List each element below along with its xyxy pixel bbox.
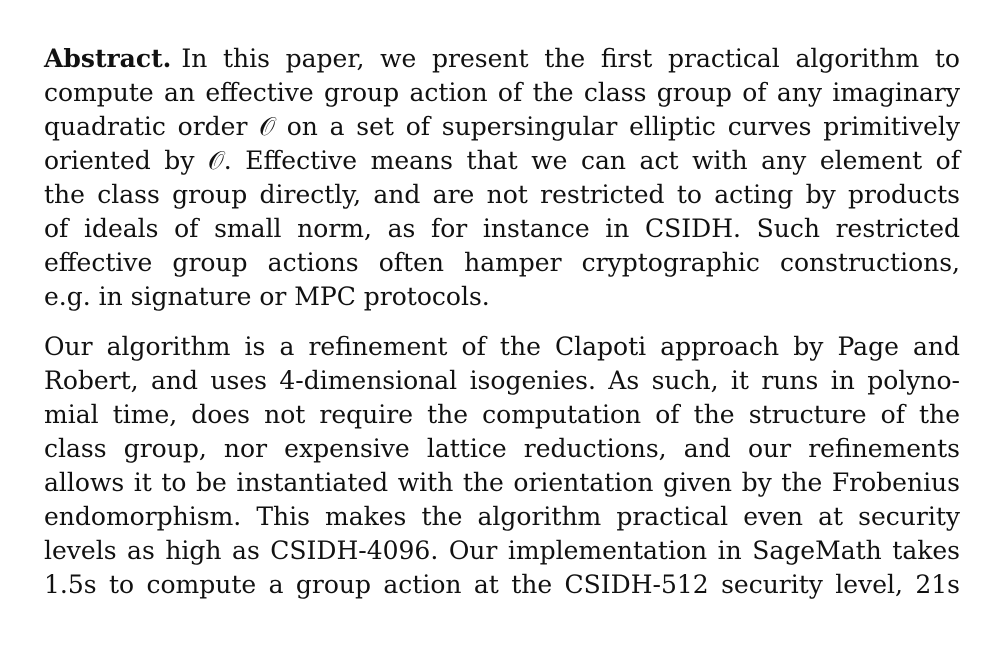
paragraph-1-line-8: e.g. in signature or MPC protocols. bbox=[44, 282, 490, 311]
paragraph-2-line-3: mial time, does not require the computation of the structure of the bbox=[44, 400, 960, 429]
paragraph-1-line-1 bbox=[44, 42, 960, 76]
paragraph-1-line-6: of ideals of small norm, as for instance in CSIDH. Such restricted bbox=[44, 214, 960, 243]
abstract-label: Abstract. bbox=[44, 44, 172, 73]
paragraph-1-line-5: the class group directly, and are not restricted to acting by products bbox=[44, 180, 960, 209]
paragraph-1-line-3: quadratic order 𝒪 on a set of supersingular elliptic curves primitively bbox=[44, 112, 960, 141]
paragraph-2-line-5: allows it to be instantiated with the orientation given by the Frobenius bbox=[44, 468, 960, 497]
paragraph-2-line-6: endomorphism. This makes the algorithm practical even at security bbox=[44, 502, 960, 531]
paragraph-2-line-2: Robert, and uses 4-dimensional isogenies. As such, it runs in polyno- bbox=[44, 366, 960, 395]
abstract-section bbox=[44, 42, 960, 602]
paragraph-1-line-2: compute an effective group action of the class group of any imaginary bbox=[44, 78, 960, 107]
paragraph-1-text-1: In this paper, we present the first practical algorithm to bbox=[181, 44, 960, 73]
paragraph-2-line-8: 1.5s to compute a group action at the CSIDH-512 security level, 21s bbox=[44, 570, 960, 599]
paragraph-2-line-4: class group, nor expensive lattice reductions, and our refinements bbox=[44, 434, 960, 463]
paragraph-1-line-7: effective group actions often hamper cryptographic constructions, bbox=[44, 248, 960, 277]
paragraph-1-line-4: oriented by 𝒪. Effective means that we can act with any element of bbox=[44, 146, 960, 175]
paragraph-gap bbox=[44, 314, 960, 330]
paragraph-2-line-7: levels as high as CSIDH-4096. Our implementation in SageMath takes bbox=[44, 536, 960, 565]
paragraph-2-line-1: Our algorithm is a refinement of the Clapoti approach by Page and bbox=[44, 332, 960, 361]
